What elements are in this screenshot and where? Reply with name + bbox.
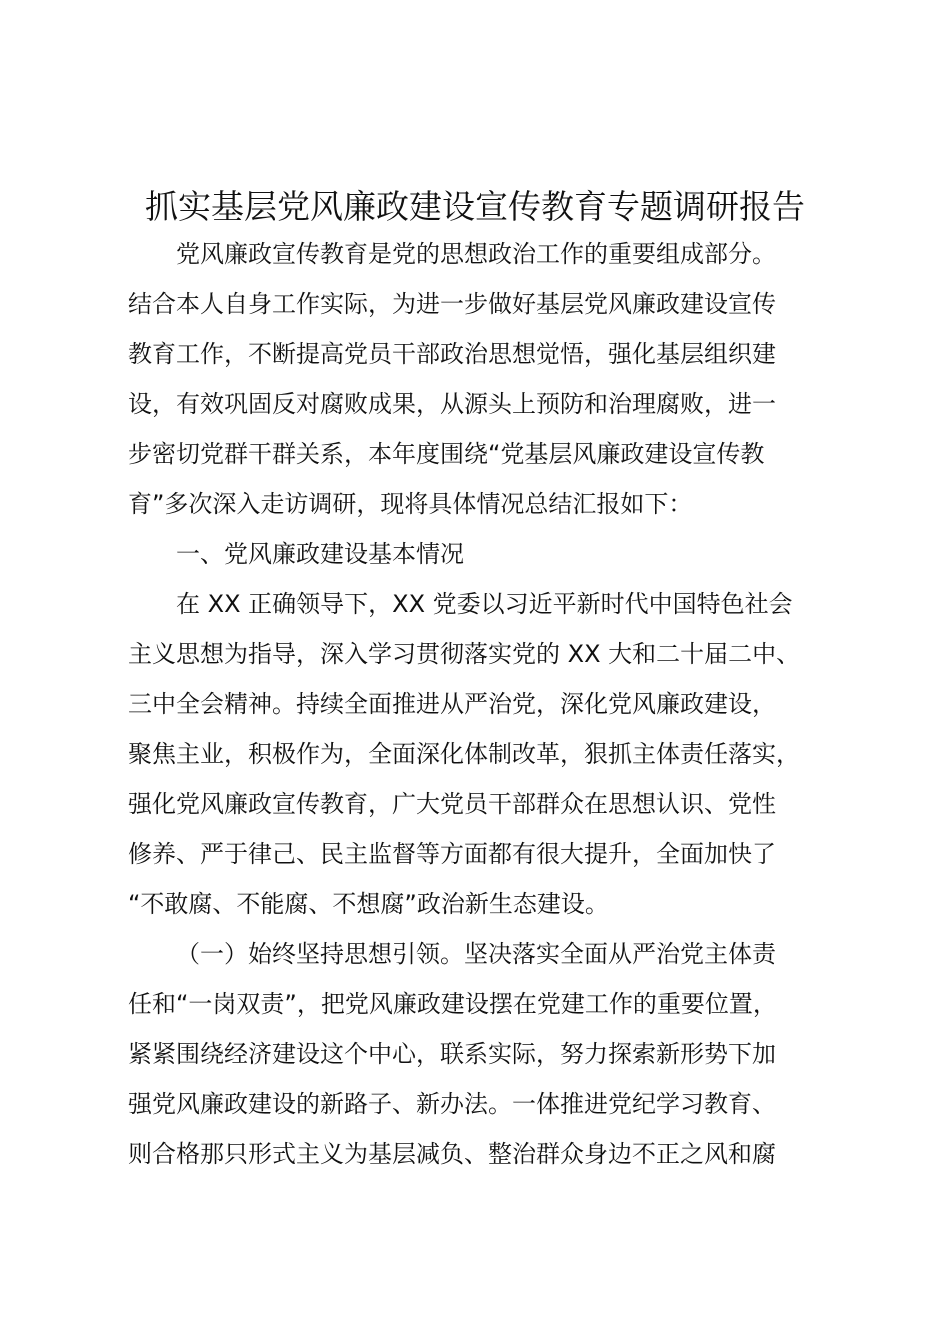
- body-line: 教育工作，不断提高党员干部政治思想觉悟，强化基层组织建: [128, 340, 776, 368]
- body-line: 结合本人自身工作实际，为进一步做好基层党风廉政建设宣传: [128, 290, 776, 318]
- body-line: 强化党风廉政宣传教育，广大党员干部群众在思想认识、党性: [128, 790, 776, 818]
- body-line: 步密切党群干群关系，本年度围绕“党基层风廉政建设宣传教: [128, 440, 765, 468]
- body-line: 在 XX 正确领导下，XX 党委以习近平新时代中国特色社会: [176, 590, 793, 618]
- body-line: 强党风廉政建设的新路子、新办法。一体推进党纪学习教育、: [128, 1090, 776, 1118]
- body-line: 紧紧围绕经济建设这个中心，联系实际，努力探索新形势下加: [128, 1040, 776, 1068]
- body-line: 党风廉政宣传教育是党的思想政治工作的重要组成部分。: [176, 240, 776, 268]
- body-line: 三中全会精神。持续全面推进从严治党，深化党风廉政建设，: [128, 690, 776, 718]
- document-title: 抓实基层党风廉政建设宣传教育专题调研报告: [145, 187, 805, 226]
- subsection-heading: （一）始终坚持思想引领。坚决落实全面从严治党主体责: [176, 940, 776, 968]
- section-heading: 一、党风廉政建设基本情况: [176, 540, 464, 568]
- body-line: 聚焦主业，积极作为，全面深化体制改革，狠抓主体责任落实，: [128, 740, 800, 768]
- body-line: 则合格那只形式主义为基层减负、整治群众身边不正之风和腐: [128, 1140, 776, 1168]
- body-line: 修养、严于律己、民主监督等方面都有很大提升，全面加快了: [128, 840, 776, 868]
- body-line: “不敢腐、不能腐、不想腐”政治新生态建设。: [128, 890, 609, 918]
- body-line: 设，有效巩固反对腐败成果，从源头上预防和治理腐败，进一: [128, 390, 776, 418]
- body-line: 任和“一岗双责”，把党风廉政建设摆在党建工作的重要位置，: [128, 990, 777, 1018]
- body-line: 育”多次深入走访调研，现将具体情况总结汇报如下：: [128, 490, 693, 518]
- body-line: 主义思想为指导，深入学习贯彻落实党的 XX 大和二十届二中、: [128, 640, 801, 668]
